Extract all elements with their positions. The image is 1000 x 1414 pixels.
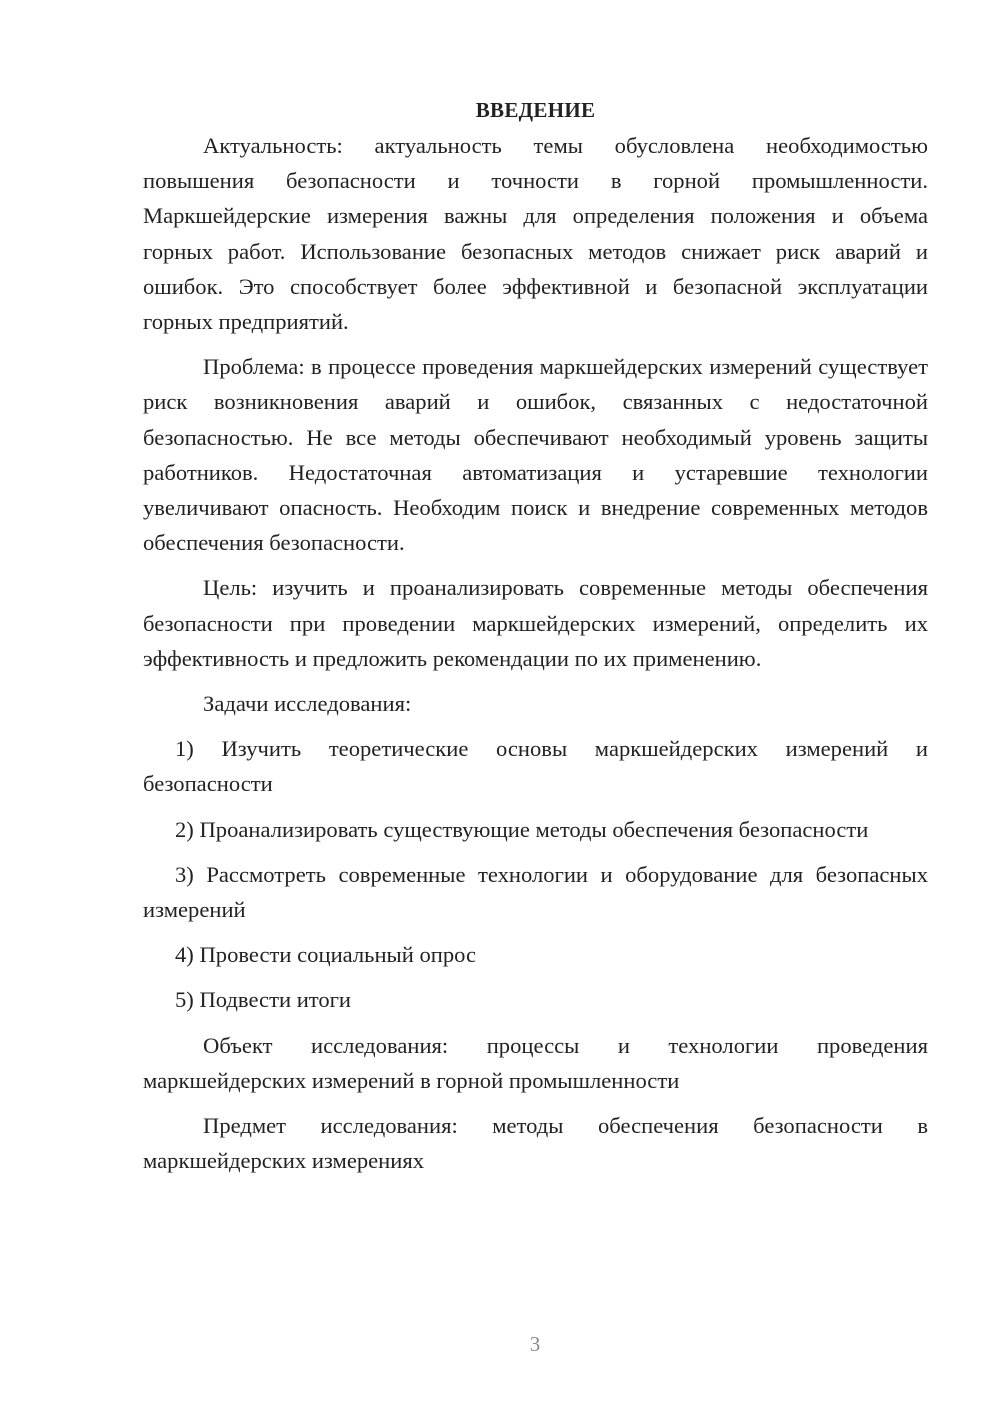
page-number: 3 bbox=[529, 1332, 541, 1356]
document-page bbox=[143, 93, 928, 1188]
tasks-heading: Задачи исследования: bbox=[203, 691, 412, 717]
goal-paragraph: Цель: изучить и проанализировать современные методы обеспечения безопасности при проведении маркшейдерских измерений, определить их эффективность и предложить рекомендации по их применению. bbox=[143, 575, 928, 671]
object-paragraph: Объект исследования: процессы и технологии проведения маркшейдерских измерений в горной промышленности bbox=[143, 1032, 928, 1093]
task-item-5: 5) Подвести итоги bbox=[175, 987, 352, 1013]
relevance-paragraph: Актуальность: актуальность темы обусловлена необходимостью повышения безопасности и точности в горной промышленности. Маркшейдерские измерения важны для определения положения и объема горных работ. Использование безопасных методов снижает риск аварий и ошибок. Это способствует более эффективной и безопасной эксплуатации горных предприятий. bbox=[143, 133, 928, 335]
subject-paragraph: Предмет исследования: методы обеспечения безопасности в маркшейдерских измерениях bbox=[143, 1113, 928, 1174]
task-item-3: 3) Рассмотреть современные технологии и оборудование для безопасных измерений bbox=[143, 861, 928, 923]
task-item-1: 1) Изучить теоретические основы маркшейдерских измерений и безопасности bbox=[143, 736, 928, 797]
task-item-2: 2) Проанализировать существующие методы обеспечения безопасности bbox=[175, 816, 869, 842]
problem-paragraph: Проблема: в процессе проведения маркшейдерских измерений существует риск возникновения аварий и ошибок, связанных с недостаточной безопасностью. Не все методы обеспечивают необходимый уровень защиты работников. Недостаточная автоматизация и устаревшие технологии увеличивают опасность. Необходим поиск и внедрение современных методов обеспечения безопасности. bbox=[143, 354, 928, 556]
task-item-4: 4) Провести социальный опрос bbox=[175, 942, 477, 968]
section-title: ВВЕДЕНИЕ bbox=[475, 98, 596, 122]
